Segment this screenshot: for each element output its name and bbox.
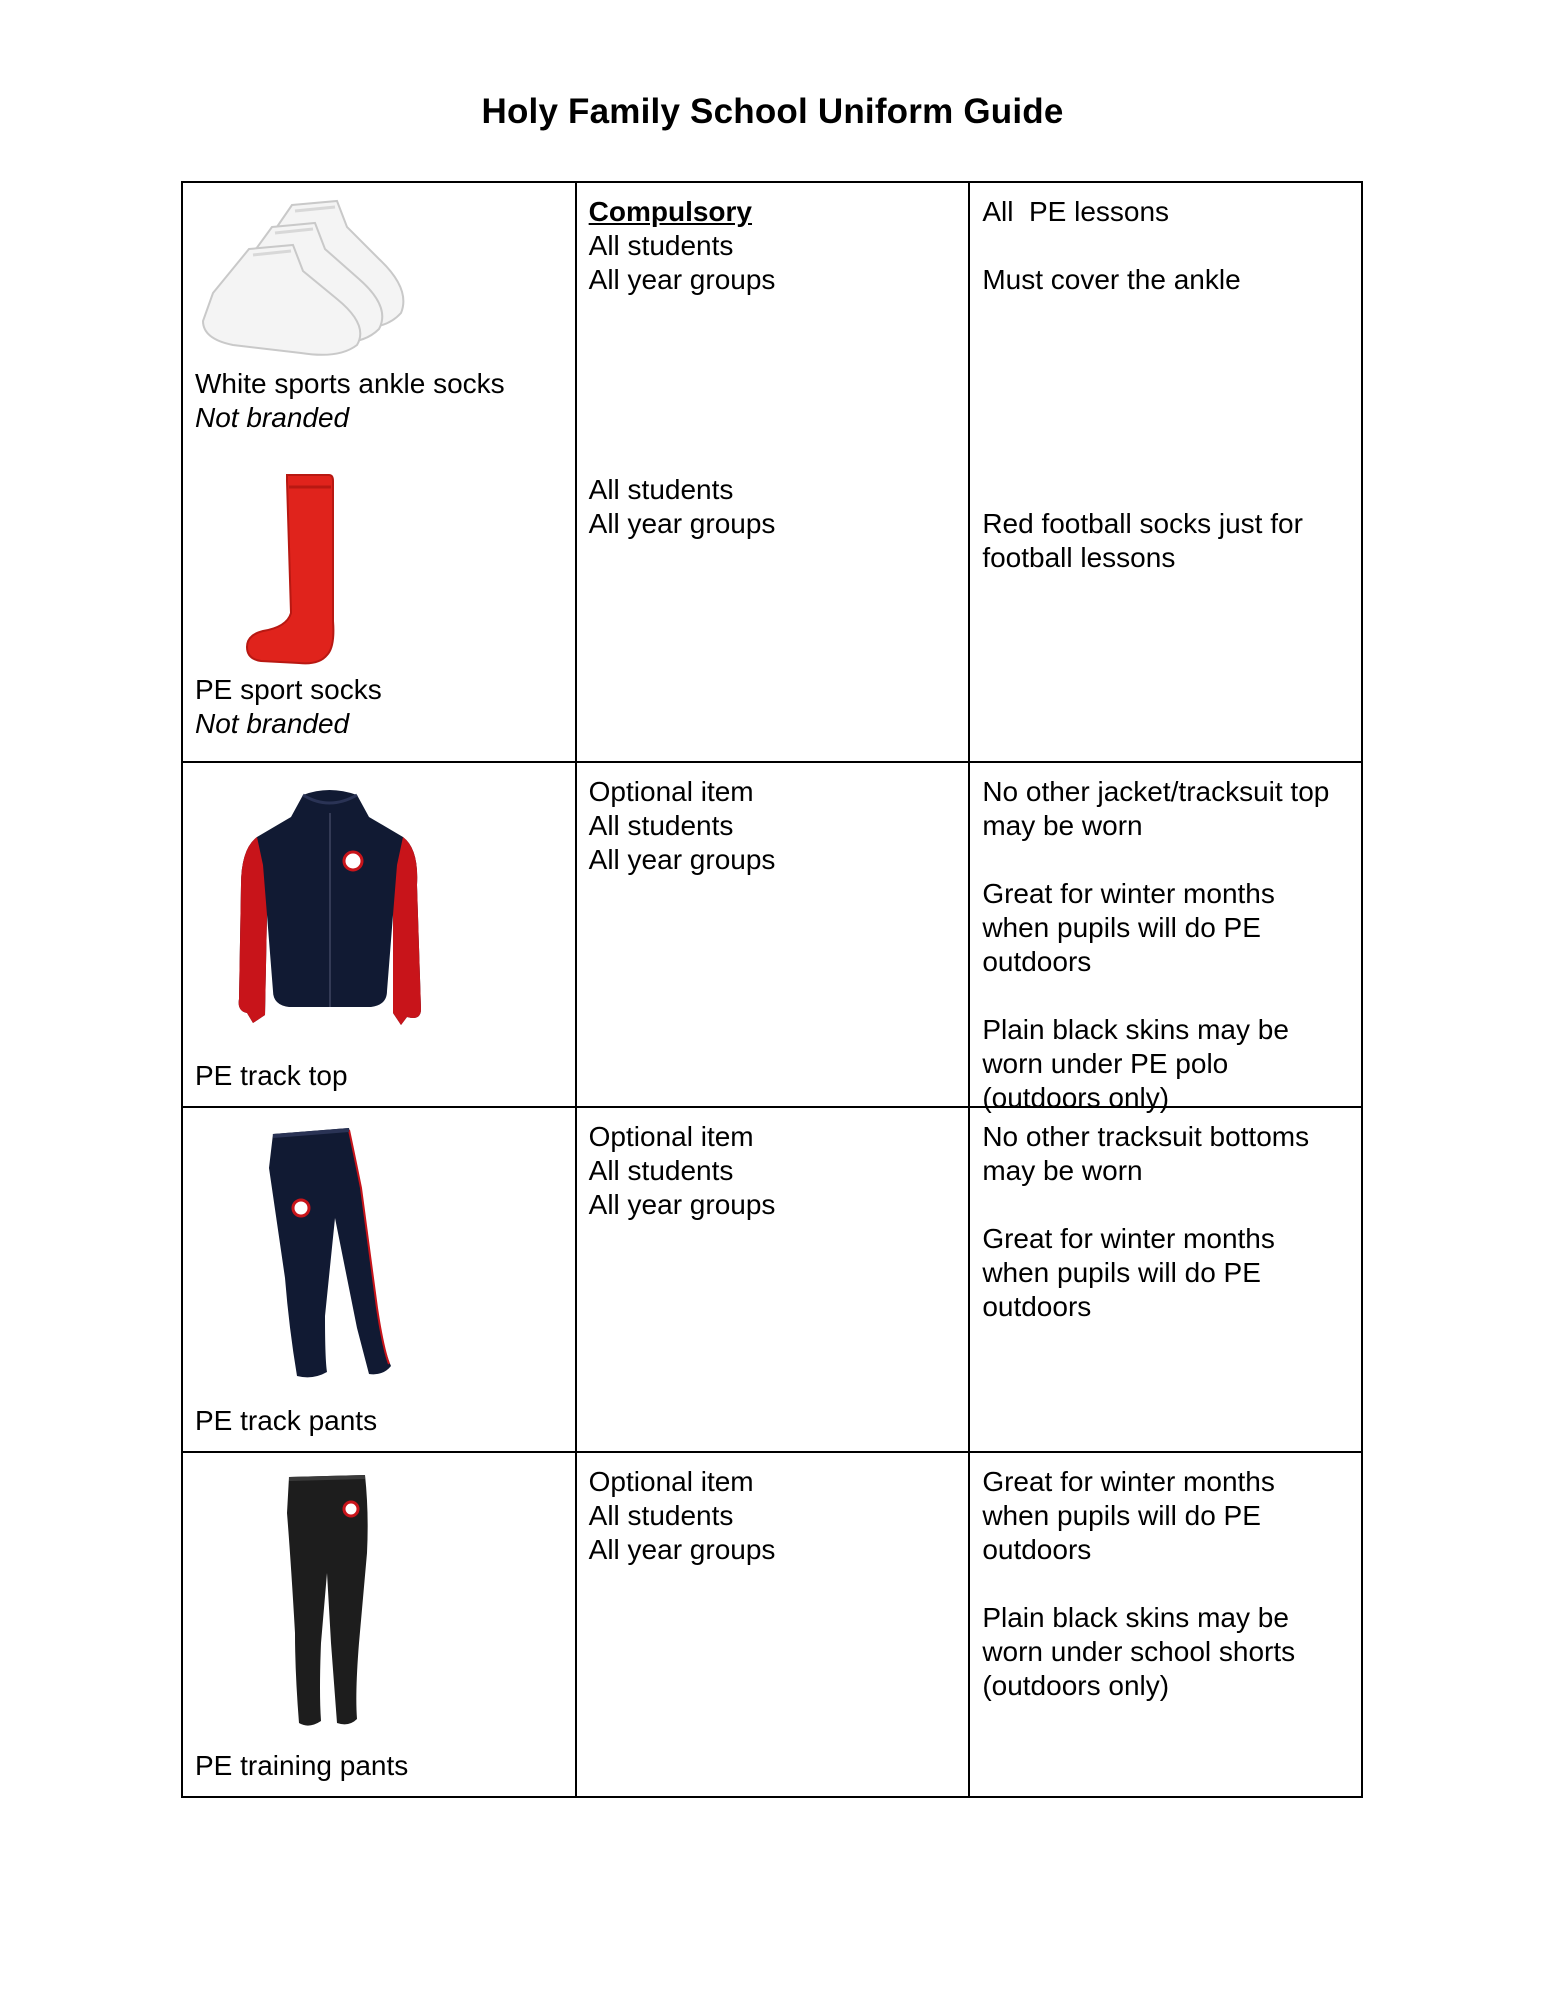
- notes-cell: [969, 1107, 1362, 1452]
- table-row: [182, 182, 1362, 762]
- uniform-table: [181, 181, 1363, 1798]
- item-cell: [182, 1452, 576, 1797]
- table-row: [182, 762, 1362, 1107]
- track-top-icon: [237, 785, 423, 1039]
- page-title: Holy Family School Uniform Guide: [481, 92, 1064, 131]
- status-cell: [576, 182, 970, 762]
- note-line: Plain black skins may be worn under school shorts (outdoors only): [982, 1602, 1296, 1701]
- status-cell: [576, 1107, 970, 1452]
- item-cell: [182, 1107, 576, 1452]
- note-line: Red football socks just for football lessons: [982, 508, 1303, 573]
- item-note: Not branded: [195, 708, 350, 739]
- item-name: PE track pants: [195, 1405, 378, 1436]
- status-line: All students: [588, 1155, 734, 1186]
- item-label: [195, 1404, 377, 1438]
- item-cell: [182, 762, 576, 1107]
- status-heading: Compulsory: [588, 196, 753, 227]
- note-line: Great for winter months when pupils will do PE outdoors: [982, 1223, 1275, 1322]
- item-name: White sports ankle socks: [195, 368, 505, 399]
- note-line: All PE lessons: [982, 196, 1170, 227]
- item-name: PE training pants: [195, 1750, 409, 1781]
- red-football-sock-icon: [243, 471, 353, 667]
- status-line: All students: [588, 810, 734, 841]
- item-label: [195, 367, 505, 435]
- status-cell: [576, 762, 970, 1107]
- training-pants-icon: [281, 1473, 381, 1733]
- table-row: [182, 1107, 1362, 1452]
- status-line: All year groups: [588, 264, 776, 295]
- item-label: [195, 1749, 408, 1783]
- item-label: [195, 1059, 348, 1093]
- note-line: Plain black skins may be worn under PE polo (outdoors only): [982, 1014, 1289, 1113]
- note-line: Great for winter months when pupils will do PE outdoors: [982, 1466, 1275, 1565]
- status-line: All students: [588, 1500, 734, 1531]
- status-line: All year groups: [588, 1189, 776, 1220]
- item-cell: [182, 182, 576, 762]
- status-line: All year groups: [588, 508, 776, 539]
- item-note: Not branded: [195, 402, 350, 433]
- status-line: All year groups: [588, 1534, 776, 1565]
- note-line: Must cover the ankle: [982, 264, 1241, 295]
- item-name: PE sport socks: [195, 674, 382, 705]
- notes-cell: [969, 1452, 1362, 1797]
- status-line: All students: [588, 474, 734, 505]
- notes-cell: [969, 182, 1362, 762]
- status-line: All students: [588, 230, 734, 261]
- note-line: No other jacket/tracksuit top may be worn: [982, 776, 1330, 841]
- track-pants-icon: [265, 1128, 395, 1384]
- status-line: Optional item: [588, 1466, 754, 1497]
- item-label: [195, 673, 382, 741]
- table-row: [182, 1452, 1362, 1797]
- note-line: No other tracksuit bottoms may be worn: [982, 1121, 1310, 1186]
- white-ankle-socks-icon: [197, 197, 411, 357]
- status-line: All year groups: [588, 844, 776, 875]
- status-line: Optional item: [588, 776, 754, 807]
- status-cell: [576, 1452, 970, 1797]
- notes-cell: [969, 762, 1362, 1113]
- item-name: PE track top: [195, 1060, 348, 1091]
- status-line: Optional item: [588, 1121, 754, 1152]
- note-line: Great for winter months when pupils will do PE outdoors: [982, 878, 1275, 977]
